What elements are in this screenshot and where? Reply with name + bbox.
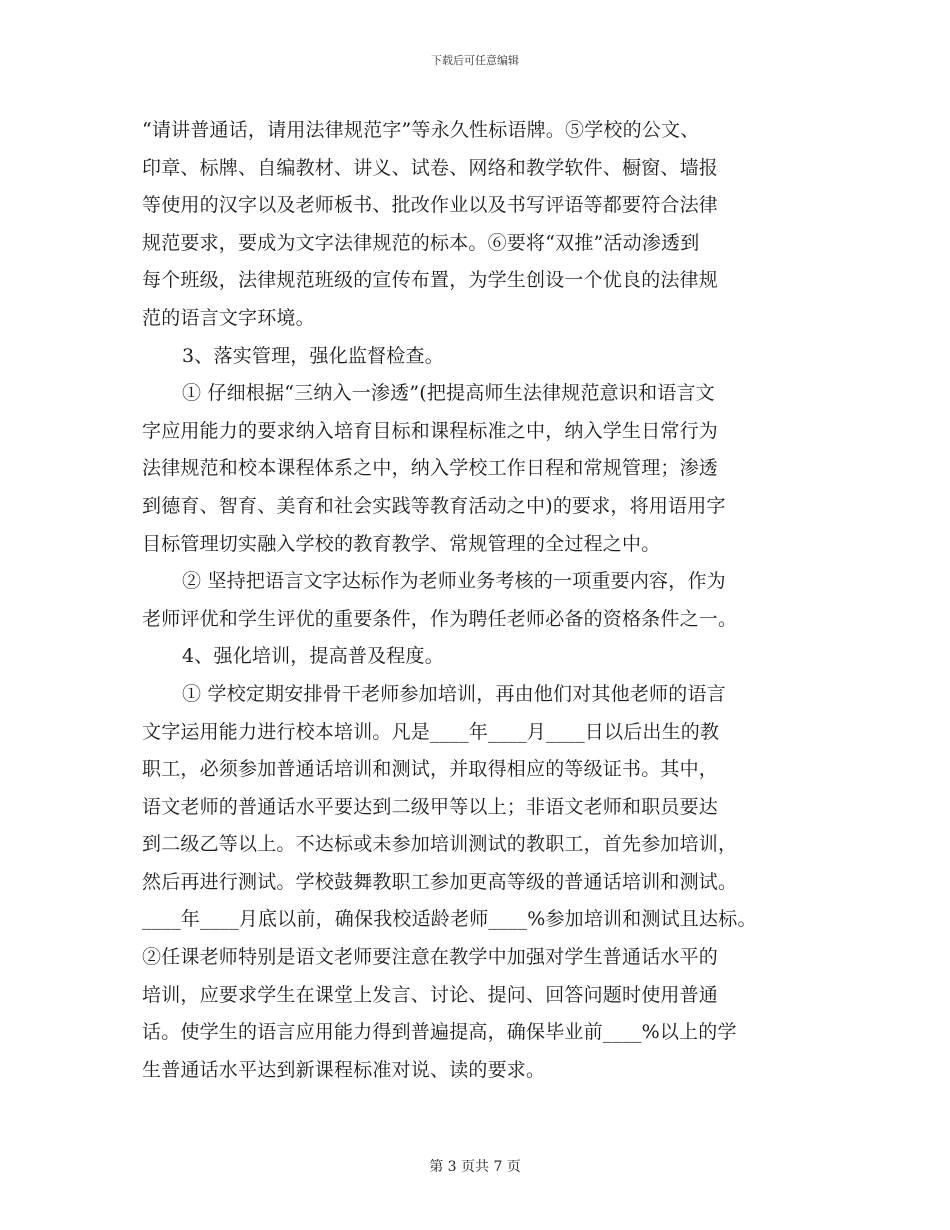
text-line: ① 学校定期安排骨干老师参加培训，再由他们对其他老师的语言 — [182, 682, 726, 705]
text-line: 然后再进行测试。学校鼓舞教职工参加更高等级的普通话培训和测试。 — [142, 870, 738, 893]
text-line: ②任课老师特别是语文老师要注意在教学中加强对学生普通话水平的 — [142, 946, 719, 969]
text-line: 法律规范和校本课程体系之中，纳入学校工作日程和常规管理；渗透 — [142, 457, 719, 480]
text-line: 培训，应要求学生在课堂上发言、讨论、提问、回答问题时使用普通 — [142, 983, 719, 1006]
text-line: 目标管理切实融入学校的教育教学、常规管理的全过程之中。 — [142, 532, 661, 555]
text-line: 每个班级，法律规范班级的宣传布置，为学生创设一个优良的法律规 — [142, 269, 719, 292]
page-footer: 第 3 页共 7 页 — [429, 1159, 521, 1175]
section-heading: 4、强化培训，提高普及程度。 — [182, 645, 444, 668]
text-line: 规范要求，要成为文字法律规范的标本。⑥要将“双推”活动渗透到 — [142, 231, 700, 254]
text-line: 文字运用能力进行校本培训。凡是____年____月____日以后出生的教 — [142, 720, 720, 743]
text-line: 范的语言文字环境。 — [142, 306, 315, 329]
section-heading: 3、落实管理，强化监督检查。 — [182, 344, 444, 367]
text-line: 到德育、智育、美育和社会实践等教育活动之中)的要求，将用语用字 — [142, 494, 726, 517]
text-line: 到二级乙等以上。不达标或未参加培训测试的教职工，首先参加培训， — [142, 833, 738, 856]
text-line: “请讲普通话，请用法律规范字”等永久性标语牌。⑤学校的公文、 — [142, 119, 700, 141]
text-line: ① 仔细根据“三纳入一渗透”(把提高师生法律规范意识和语言文 — [182, 382, 715, 405]
text-line: 字应用能力的要求纳入培育目标和课程标准之中，纳入学生日常行为 — [142, 419, 719, 442]
text-line: 语文老师的普通话水平要达到二级甲等以上；非语文老师和职员要达 — [142, 795, 719, 818]
text-line: 等使用的汉字以及老师板书、批改作业以及书写评语等都要符合法律 — [142, 194, 719, 217]
text-line: 印章、标牌、自编教材、讲义、试卷、网络和教学软件、橱窗、墙报 — [142, 156, 719, 179]
text-line: 话。使学生的语言应用能力得到普遍提高，确保毕业前____%以上的学 — [142, 1021, 737, 1044]
text-line: 职工，必须参加普通话培训和测试，并取得相应的等级证书。其中， — [142, 758, 719, 781]
text-line: ② 坚持把语言文字达标作为老师业务考核的一项重要内容，作为 — [182, 570, 726, 593]
text-line: 生普通话水平达到新课程标准对说、读的要求。 — [142, 1058, 546, 1081]
page-header: 下载后可任意编辑 — [431, 54, 519, 67]
text-line: 老师评优和学生评优的重要条件，作为聘任老师必备的资格条件之一。 — [142, 607, 738, 630]
text-line: ____年____月底以前，确保我校适龄老师____%参加培训和测试且达标。 — [142, 908, 757, 931]
document-body — [142, 112, 817, 1089]
